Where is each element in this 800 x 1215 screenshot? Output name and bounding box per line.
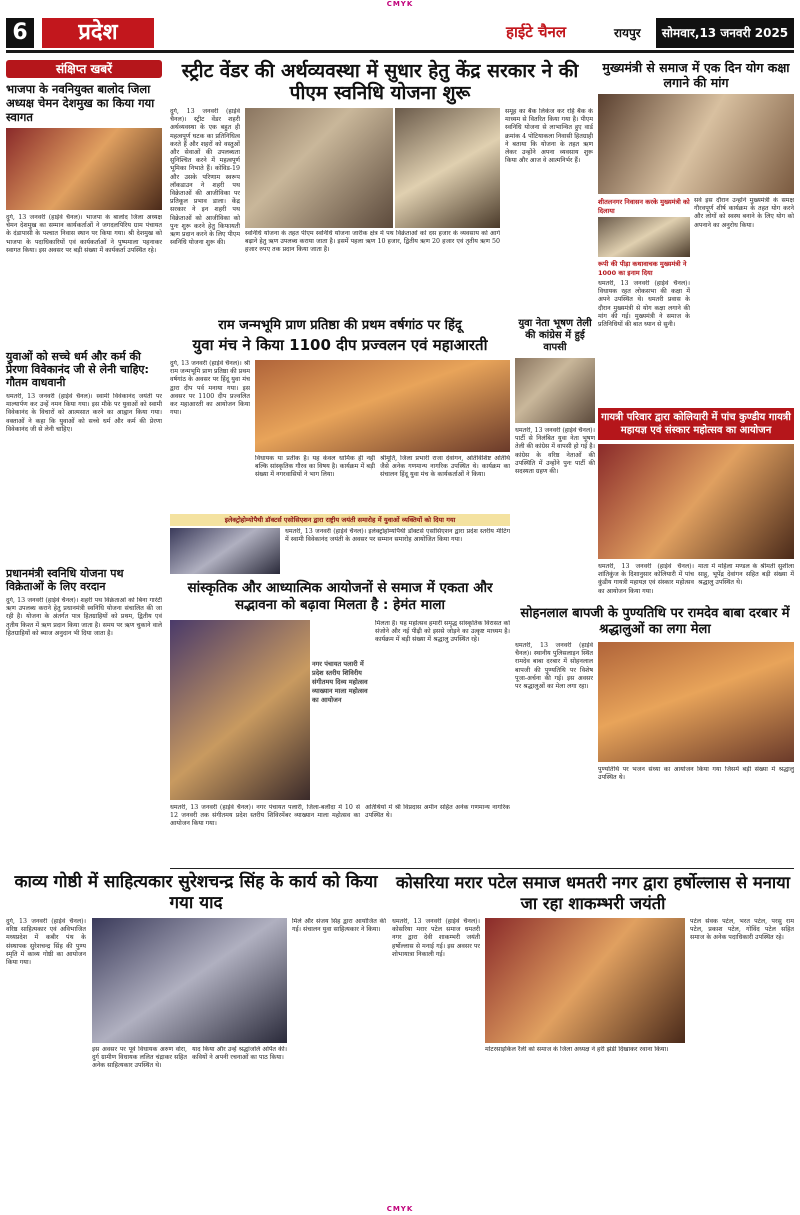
diya-text-2: विधायक या प्रतीक है। यह केवल धार्मिक ही नहीं बल्कि सांस्कृतिक गौरव का विषय है। कार्यक्रम में बड़ी संख्या में नगरवासियों ने भाग लिया। bbox=[255, 455, 375, 479]
baba-text-1: धमतरी, 13 जनवरी (हाईवे चैनल)। स्थानीय पुलिसलाइन स्थित रामदेव बाबा दरबार में सोहनलाल बापजी की पुण्यतिथि पर विशेष पूजा-अर्चना की गई। इस अवसर पर श्रद्धालुओं का मेला लगा रहा। bbox=[515, 642, 593, 691]
city-name: रायपुर bbox=[614, 26, 641, 40]
culture-text-1: धमतरी, 13 जनवरी (हाईवे चैनल)। नगर पंचायत पलारी, जिला-बलौदा में 10 से 12 जनवरी तक संगीतमय प्रदेश स्तरीय शिविरमेंबर व्याख्यान माला महोत्सव का आयोजन किया गया। bbox=[170, 804, 360, 828]
page-number: 6 bbox=[6, 18, 34, 48]
lead-text-3: समूह का बैंक लिंकेज कर रहि बैंक के माध्यम से वितरित किया गया है। पीएम स्वनिधि योजना से लाभान्वित हुए वार्ड क्रमांक 4 पोटियाकला निवासी हितग्राही ने बताया कि योजना के तहत ऋण लेकर उन्होंने अपना व्यवसाय शुरू किया और आज वे आत्मनिर्भर हैं। bbox=[505, 108, 593, 165]
diya-photo bbox=[255, 360, 510, 452]
lead-text-1: दुर्ग, 13 जनवरी (हाईवे चैनल)। स्ट्रीट वेंडर शहरी अर्थव्यवस्था के एक बहुत ही महत्वपूर्ण घटक का प्रतिनिधित्व करते हैं और शहरों को वस्तुओं और सेवाओं की उपलब्धता सुनिश्चित करने में महत्वपूर्ण भूमिका निभाते हैं। कोविड-19 और उसके परिणाम स्वरूप लॉकडाउन ने शहरी पथ विक्रेताओं की आजीविका पर प्रतिकूल प्रभाव डाला। केंद्र सरकार ने इन शहरी पथ विक्रेताओं को आजीविका को पुनः शुरू करने हेतु किफायती ऋण प्रदान करने के लिए पीएम स्वनिधि योजना शुरू की। bbox=[170, 108, 240, 247]
culture-headline: सांस्कृतिक और आध्यात्मिक आयोजनों से समाज में एकता और सद्भावना को बढ़ावा मिलता है : हेमंत माला bbox=[187, 580, 493, 613]
youth-headline: युवा नेता भूषण तेली की कांग्रेस में हुई वापसी bbox=[518, 318, 592, 353]
youth-photo bbox=[515, 358, 595, 423]
cm-story bbox=[598, 60, 794, 437]
poetry-text-3: याद किया और उन्हें श्रद्धांजलि अर्पित की। कवियों ने अपनी रचनाओं का पाठ किया। bbox=[192, 1046, 287, 1062]
cm-text-2: सर्व इस दौरान उन्होंने मुख्यमंत्री के समक्ष गौरवपूर्ण शीर्ष कार्यक्रम के तहत योग करने और लोगों को स्वस्थ बनाने के लिए योग को अपनाने का अनुरोध किया। bbox=[694, 197, 794, 229]
brief-headline-2: युवाओं को सच्चे धर्म और कर्म की प्रेरणा विवेकानंद जी से लेनी चाहिए: गौतम वाधवानी bbox=[6, 350, 149, 389]
cm-photo-2 bbox=[598, 217, 690, 257]
brief-text-1: दुर्ग, 13 जनवरी (हाईवे चैनल)। भाजपा के बालोद जिला अध्यक्ष चेमन देशमुख का सम्मान कार्यकर्ताओं ने जगदलपिरिय ग्राम पंचायत के दंडापासी के पश्चात निवास स्थान पर किया गया। श्री देशमुख को भाजपा के पदाधिकारियों एवं कार्यकर्ताओं ने पुष्पमाला पहनाकर स्वागत किया। इस अवसर पर बड़ी संख्या में कार्यकर्ता उपस्थित रहे। bbox=[6, 214, 162, 254]
kosariya-headline: कोसरिया मरार पटेल समाज धमतरी नगर द्वारा हर्षोल्लास से मनाया जा रहा शाकम्भरी जयंती bbox=[395, 873, 791, 913]
brief-headline-3: प्रधानमंत्री स्वनिधि योजना पथ विक्रेताओं के लिए वरदान bbox=[6, 567, 124, 593]
poetry-text-4: मिले और संजय सिंह द्वारा आयोजित की गई। संचालन युवा साहित्यकार ने किया। bbox=[292, 918, 386, 934]
poetry-photo bbox=[92, 918, 287, 1043]
cm-photo bbox=[598, 94, 794, 194]
diya-headline-1: राम जन्मभूमि प्राण प्रतिष्ठा की प्रथम वर्षगांठ पर हिंदू bbox=[218, 318, 462, 333]
gayatri-text-1: धमतरी, 13 जनवरी (हाईवे चैनल)। शांतिकुंज के दिशानुसार कोलियारी में पांच कुंडीय गायत्री महायज्ञ एवं संस्कार महोत्सव का आयोजन किया गया। bbox=[598, 563, 694, 595]
poetry-text-2: इस अवसर पर पूर्व विधायक अरुण वोरा, दुर्ग ग्रामीण विधायक ललित चंद्राकर सहित अनेक साहित्यकार उपस्थित थे। bbox=[92, 1046, 187, 1070]
cm-text-1: धमतरी, 13 जनवरी (हाईवे चैनल)। विधायक रहत लोकसभा की कक्षा में अपने उपस्थित थे। धमतरी प्रवास के दौरान मुख्यमंत्री से योग कक्षा लगाने की मांग की गई। मुख्यमंत्री ने समाज के प्रतिनिधियों की बात ध्यान से सुनी। bbox=[598, 280, 690, 329]
lead-text-2: स्वनिधि योजना के तहत पीएम स्वनिधि योजना जारीक क्षेत्र में पथ विक्रेताओं को दस हजार के व्यवसाय को आगे बढ़ाने हेतु ऋण उपलब्ध कराया जाता है। इसमें पहला ऋण 10 हजार, द्वितीय ऋण 20 हजार एवं तृतीय ऋण 50 हजार रुपए तक प्रदान किया जाता है। bbox=[245, 230, 500, 254]
lead-photo-2 bbox=[395, 108, 500, 228]
issue-date: सोमवार,13 जनवरी 2025 bbox=[656, 18, 794, 48]
poetry-text-1: दुर्ग, 13 जनवरी (हाईवे चैनल)। वरिष्ठ साहित्यकार एवं अविभाजित मध्यप्रदेश में कबीर पंथ के संस्थापक सुरेशचन्द्र सिंह की पुण्य स्मृति में काव्य गोष्ठी का आयोजन किया गया। bbox=[6, 918, 86, 967]
brief-photo-1 bbox=[6, 128, 162, 210]
brief-text-2: धमतरी, 13 जनवरी (हाईवे चैनल)। स्वामी विवेकानंद जयंती पर माल्यार्पण कर उन्हें नमन किया गया। इस मौके पर युवाओं को स्वामी विवेकानंद के विचारों को आत्मसात करने का आह्वान किया गया। वक्ताओं ने कहा कि युवाओं को सच्चे धर्म और कर्म की प्रेरणा विवेकानंद जी से लेनी चाहिए। bbox=[6, 393, 162, 433]
cm-caption-2: रूपी की पीड़ा कथावाचक मुख्यमंत्री ने 1000 का इनाम दिया bbox=[598, 260, 687, 277]
culture-text-3: अतिथियों में श्री विप्रदास अमीन सहित अनेक गणमान्य नागरिक उपस्थित थे। bbox=[365, 804, 510, 820]
section-title: प्रदेश bbox=[42, 18, 154, 48]
lead-headline: स्ट्रीट वेंडर की अर्थव्यवस्था में सुधार हेतु केंद्र सरकार ने की पीएम स्वनिधि योजना शुरू bbox=[181, 60, 579, 104]
baba-photo bbox=[598, 642, 794, 762]
gayatri-photo bbox=[598, 444, 794, 559]
ad-strip: इलेक्ट्रोहोम्योपैथी डॉक्टर्स एसोसिएशन द्वारा राष्ट्रीय जयंती समारोह में युवाओं व्यक्तियों को दिया गया bbox=[170, 514, 510, 526]
baba-text-2: पुण्यतिथि पर भजन संध्या का आयोजन किया गया जिसमें बड़ी संख्या में श्रद्धालु उपस्थित थे। bbox=[598, 766, 794, 782]
divider-line bbox=[170, 868, 794, 869]
cm-headline: मुख्यमंत्री से समाज में एक दिन योग कक्षा लगाने की मांग bbox=[602, 60, 790, 90]
brief-text-3: दुर्ग, 13 जनवरी (हाईवे चैनल)। शहरी पथ विक्रेताओं को बिना गारंटी ऋण उपलब्ध कराने हेतु प्रधानमंत्री स्वनिधि योजना संचालित की जा रही है। योजना के अंतर्गत पात्र हितग्राहियों को प्रथम, द्वितीय एवं तृतीय किश्त में ऋण प्रदान किया जाता है। समय पर ऋण चुकाने वाले हितग्राहियों को ब्याज अनुदान भी दिया जाता है। bbox=[6, 597, 162, 637]
cmyk-marker-bottom: CMYK bbox=[386, 1205, 414, 1213]
page-header bbox=[6, 18, 794, 53]
brief-headline-1: भाजपा के नवनियुक्त बालोद जिला अध्यक्ष चेमन देशमुख का किया गया स्वागत bbox=[6, 82, 155, 124]
youth-story bbox=[515, 318, 595, 587]
lead-photo-1 bbox=[245, 108, 393, 228]
cm-caption-1: शीतलनगर निवासन करके मुख्यमंत्री को दिलाया bbox=[598, 198, 690, 215]
kosariya-text-3: पटेल सेवक पटेल, भरत पटेल, परसु राम पटेल, प्रकाश पटेल, गोविंद पटेल सहित समाज के अनेक पदाधिकारी उपस्थित रहे। bbox=[690, 918, 794, 942]
diya-headline-2: युवा मंच ने किया 1100 दीप प्रज्वलन एवं महाआरती bbox=[192, 336, 488, 354]
cmyk-marker-top: CMYK bbox=[386, 0, 414, 8]
association-text: धमतरी, 13 जनवरी (हाईवे चैनल)। इलेक्ट्रोहोम्योपैथी डॉक्टर्स एसोसिएशन द्वारा प्रदेश स्तरीय मीटिंग में स्वामी विवेकानंद जयंती के अवसर पर सम्मान समारोह आयोजित किया गया। bbox=[285, 528, 510, 544]
gayatri-headline: गायत्री परिवार द्वारा कोलियारी में पांच कुण्डीय गायत्री महायज्ञ एवं संस्कार महोत्सव का आयोजन bbox=[598, 408, 794, 440]
kosariya-photo bbox=[485, 918, 685, 1043]
poetry-headline: काव्य गोष्ठी में साहित्यकार सुरेशचन्द्र सिंह के कार्य को किया गया याद bbox=[14, 872, 378, 913]
brand-name: हाईटे चैनल bbox=[506, 23, 567, 41]
kosariya-text-2: मोटरसाइकिल रैली को समाज के जिला अध्यक्ष ने हरी झंडी दिखाकर रवाना किया। bbox=[485, 1046, 669, 1053]
culture-caption: नगर पंचायत पलारी में प्रदेश स्तरीय शिविरीय संगीतमय दिव्य महोत्सव व्याख्यान माला महोत्सव का आयोजन bbox=[312, 660, 368, 704]
culture-text-2: मिलता है। यह महोत्सव हमारी समृद्ध सांस्कृतिक विरासत को संजोने और नई पीढ़ी को इससे जोड़ने का उत्कृष्ट माध्यम है। कार्यक्रम में बड़ी संख्या में श्रद्धालु उपस्थित रहे। bbox=[375, 620, 510, 644]
baba-headline: सोहनलाल बापजी के पुण्यतिथि पर रामदेव बाबा दरबार में श्रद्धालुओं का लगा मेला bbox=[520, 606, 790, 637]
culture-photo bbox=[170, 620, 310, 800]
association-photo bbox=[170, 528, 280, 574]
brief-header: संक्षिप्त खबरें bbox=[6, 60, 162, 78]
diya-text-1: दुर्ग, 13 जनवरी (हाईवे चैनल)। श्री राम जन्मभूमि प्राण प्रतिष्ठा की प्रथम वर्षगांठ के अवसर पर हिंदू युवा मंच द्वारा दीप पर्व मनाया गया। इस अवसर पर 1100 दीप प्रज्वलित कर महाआरती का आयोजन किया गया। bbox=[170, 360, 250, 417]
diya-text-3: श्रीमूर्ति, जिला प्रभारी राजा देवांगन, अतिविशिष्ट अतिथि जैसे अनेक गणमान्य नागरिक उपस्थित थे। कार्यक्रम का संचालन हिंदू युवा मंच के कार्यकर्ताओं ने किया। bbox=[380, 455, 510, 479]
kosariya-text-1: धमतरी, 13 जनवरी (हाईवे चैनल)। कोसरिया मरार पटेल समाज धमतरी नगर द्वारा देवी शाकम्भरी जयंती हर्षोल्लास से मनाई गई। इस अवसर पर शोभायात्रा निकाली गई। bbox=[392, 918, 480, 958]
youth-text: धमतरी, 13 जनवरी (हाईवे चैनल)। पार्टी से निलंबित युवा नेता भूषण तेली की कांग्रेस में वापसी हो गई है। कांग्रेस के वरिष्ठ नेताओं की उपस्थिति में उन्होंने पुनः पार्टी की सदस्यता ग्रहण की। bbox=[515, 427, 595, 476]
gayatri-text-2: माता में महिला मण्डल के श्रीमती सुशीला साहू, भूपेंद्र देवांगन सहित बड़ी संख्या में श्रद्धालु उपस्थित थे। bbox=[698, 563, 794, 587]
